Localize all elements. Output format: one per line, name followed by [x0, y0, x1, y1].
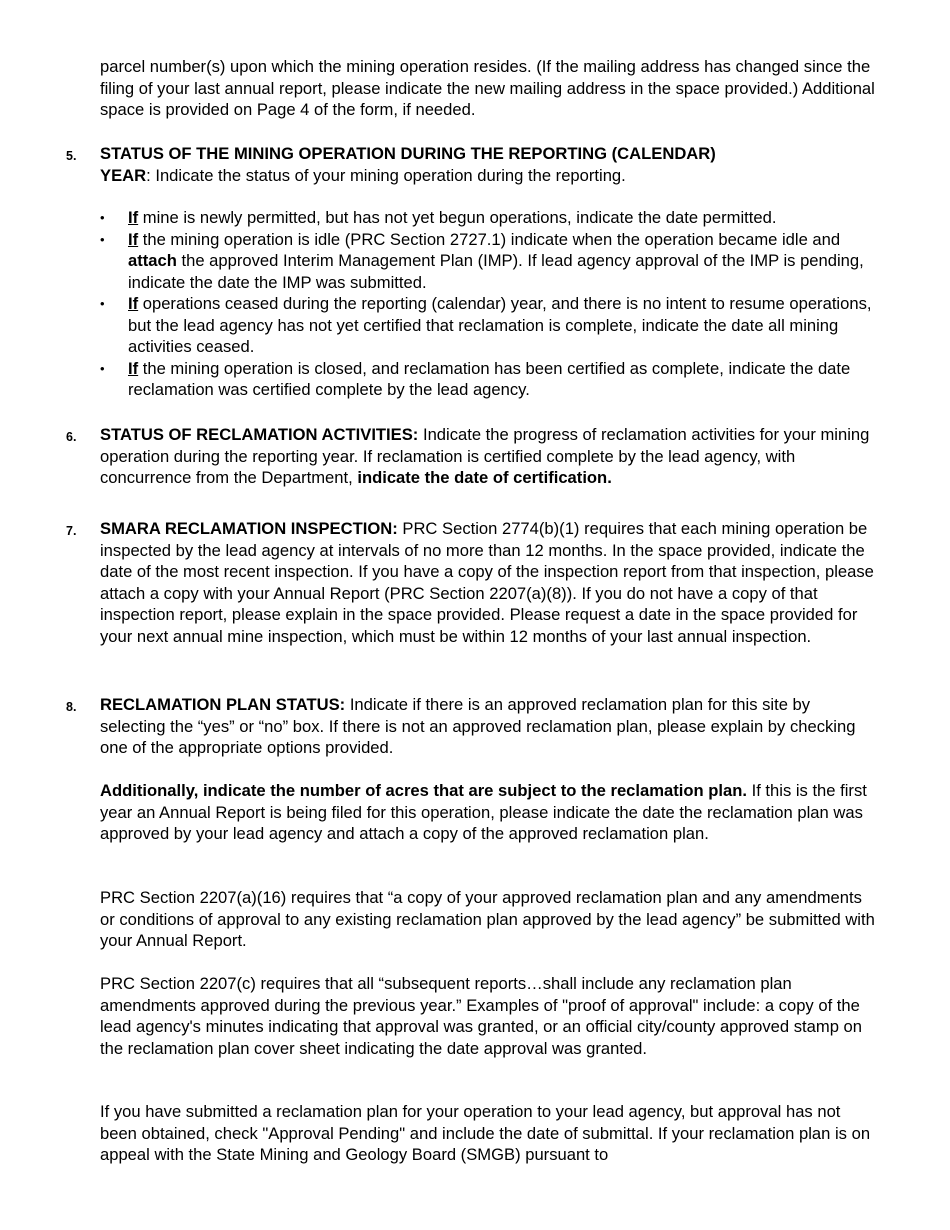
- section-5-text: : Indicate the status of your mining operation during the reporting.: [146, 165, 626, 185]
- if-word: If: [128, 358, 139, 378]
- section-8-paragraph-3: PRC Section 2207(a)(16) requires that “a copy of your approved reclamation plan and any amendments or conditions of approval to any existing reclamation plan approved by the lead agency” be submitted with your Annual Report.: [100, 888, 875, 950]
- section-7-paragraph: [100, 518, 880, 647]
- if-word: If: [128, 208, 139, 227]
- list-item: [100, 293, 880, 358]
- list-item: [100, 207, 880, 229]
- section-8-heading: RECLAMATION PLAN STATUS:: [100, 695, 346, 714]
- section-5-paragraph: [100, 143, 880, 186]
- section-5-number: 5.: [66, 149, 77, 163]
- if-word: If: [128, 229, 139, 249]
- section-8-paragraph: [100, 694, 880, 759]
- if-word: If: [128, 294, 139, 313]
- section-8-p2-bold: Additionally, indicate the number of acres that are subject to the reclamation plan.: [100, 781, 747, 800]
- section-6-text: Indicate the progress of reclamation activities for your mining operation during the reporting year. If reclamation is certified complete by the lead agency, with concurrence from the Department,: [100, 425, 870, 487]
- section-8-paragraph-2: [100, 780, 880, 845]
- section-8-paragraph-5: If you have submitted a reclamation plan for your operation to your lead agency, but approval has not been obtained, check "Approval Pending" and include the date of submittal. If your reclamation plan is on appeal with the State Mining and Geology Board (SMGB) pursuant to: [100, 1102, 871, 1164]
- section-5-heading-year: YEAR: [100, 165, 147, 185]
- section-8-p2-text: If this is the first year an Annual Report is being filed for this operation, please indicate the date the reclamation plan was approved by your lead agency and attach a copy of the approved reclamation plan.: [100, 781, 867, 843]
- section-7-number: 7.: [66, 524, 77, 538]
- bullet-icon: •: [100, 296, 105, 311]
- section-8-text: Indicate if there is an approved reclamation plan for this site by selecting the “yes” or “no” box. If there is not an approved reclamation plan, please explain by checking one of the appropriate options provided.: [100, 695, 856, 757]
- section-6-number: 6.: [66, 430, 77, 444]
- list-item: [100, 358, 880, 401]
- section-6-heading: STATUS OF RECLAMATION ACTIVITIES:: [100, 425, 419, 444]
- section-8-paragraph-4: PRC Section 2207(c) requires that all “subsequent reports…shall include any reclamation plan amendments approved during the previous year.” Examples of "proof of approval" include: a copy of the lead agency's minutes indicating that approval was granted, or an official city/county approved stamp on the reclamation plan cover sheet indicating the date approval was granted.: [100, 974, 863, 1058]
- section-7-heading: SMARA RECLAMATION INSPECTION:: [100, 519, 398, 538]
- list-item: [100, 229, 880, 294]
- intro-paragraph: parcel number(s) upon which the mining operation resides. (If the mailing address has changed since the filing of your last annual report, please indicate the new mailing address in the space provided.) Additional space is provided on Page 4 of the form, if needed.: [100, 57, 875, 119]
- section-6-bold-end: indicate the date of certification.: [357, 468, 612, 487]
- bullet-2-bold: attach: [128, 251, 177, 270]
- bullet-2-text: the mining operation is idle (PRC Section 2727.1) indicate when the operation became idle and: [138, 229, 841, 249]
- bullet-1-text: mine is newly permitted, but has not yet begun operations, indicate the date permitted.: [138, 208, 777, 227]
- section-5-bullet-list: [100, 207, 880, 401]
- section-5-heading: STATUS OF THE MINING OPERATION DURING THE REPORTING (CALENDAR): [100, 144, 716, 163]
- bullet-4-text: the mining operation is closed, and reclamation has been certified as complete, indicate the date reclamation was certified complete by the lead agency.: [128, 358, 851, 399]
- section-8-number: 8.: [66, 700, 77, 714]
- bullet-3-text: operations ceased during the reporting (calendar) year, and there is no intent to resume operations, but the lead agency has not yet certified that reclamation is complete, indicate the date all mining activities ceased.: [128, 294, 872, 356]
- bullet-2-text-end: the approved Interim Management Plan (IMP). If lead agency approval of the IMP is pending, indicate the date the IMP was submitted.: [128, 251, 864, 292]
- bullet-icon: •: [100, 210, 105, 225]
- bullet-icon: •: [100, 360, 105, 376]
- section-7-text: PRC Section 2774(b)(1) requires that each mining operation be inspected by the lead agency at intervals of no more than 12 months. In the space provided, indicate the date of the most recent inspection. If you have a copy of the inspection report from that inspection, please attach a copy with your Annual Report (PRC Section 2207(a)(8)). If you do not have a copy of that inspection report, please explain in the space provided. Please request a date in the space provided for your next annual mine inspection, which must be within 12 months of your last annual inspection.: [100, 519, 874, 646]
- bullet-icon: •: [100, 231, 105, 247]
- section-6-paragraph: [100, 424, 882, 489]
